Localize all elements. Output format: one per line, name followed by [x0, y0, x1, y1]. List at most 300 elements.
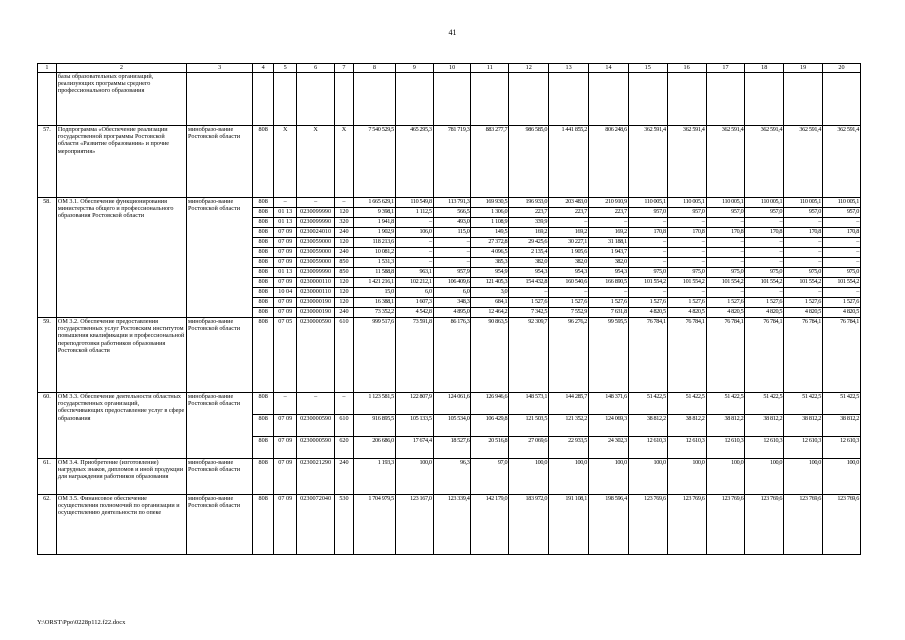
code-cell: 0230024010	[297, 228, 335, 238]
code-cell: 808	[253, 248, 274, 258]
amount-cell: 362 591,4	[784, 126, 823, 198]
header-cell: 5	[274, 64, 297, 73]
code-cell: 808	[253, 495, 274, 555]
amount-cell: 362 591,4	[667, 126, 706, 198]
amount-cell: 1 193,3	[353, 459, 395, 495]
amount-cell: 339,9	[509, 218, 549, 228]
amount-cell: 210 910,9	[589, 198, 629, 208]
row-number: 60.	[38, 393, 57, 459]
amount-cell: 29 425,6	[509, 238, 549, 248]
amount-cell: 124 061,6	[433, 393, 471, 415]
amount-cell: 1 531,3	[353, 258, 395, 268]
amount-cell: 1 108,9	[471, 218, 509, 228]
amount-cell: 465 295,3	[395, 126, 433, 198]
amount-cell: 100,0	[784, 459, 823, 495]
amount-cell: 20 516,8	[471, 437, 509, 459]
amount-cell: –	[433, 248, 471, 258]
code-cell: –	[335, 198, 354, 208]
code-cell: –	[274, 198, 297, 208]
amount-cell: 12 610,3	[784, 437, 823, 459]
amount-cell: 99 595,5	[589, 318, 629, 393]
table-row	[38, 318, 861, 393]
header-cell: 13	[549, 64, 589, 73]
code-cell: 0230099990	[297, 268, 335, 278]
code-cell: 0230099990	[297, 208, 335, 218]
amount-cell: 100,0	[589, 459, 629, 495]
executor: минобразо-вание Ростовской области	[187, 318, 253, 393]
row-number: 61.	[38, 459, 57, 495]
amount-cell: 169,2	[589, 228, 629, 238]
amount-cell: 1 527,6	[509, 298, 549, 308]
amount-cell: 203 483,0	[549, 198, 589, 208]
page-number: 41	[448, 28, 457, 37]
amount-cell: 957,0	[667, 208, 706, 218]
amount-cell: 975,0	[706, 268, 745, 278]
code-cell: 808	[253, 278, 274, 288]
amount-cell: 105 133,5	[395, 415, 433, 437]
amount-cell: –	[549, 288, 589, 298]
amount-cell: 123 769,6	[667, 495, 706, 555]
code-cell: 07 09	[274, 308, 297, 318]
amount-cell: 362 591,4	[823, 126, 861, 198]
amount-cell: 4 820,5	[823, 308, 861, 318]
amount-cell: 31 188,1	[589, 238, 629, 248]
code-cell: 610	[335, 318, 354, 393]
amount-cell: –	[823, 248, 861, 258]
code-cell: 07 09	[274, 437, 297, 459]
code-cell: 0230059000	[297, 248, 335, 258]
code-cell: 808	[253, 228, 274, 238]
amount-cell: 38 812,2	[745, 415, 784, 437]
code-cell: 07 09	[274, 459, 297, 495]
program-name: ОМ 3.5. Финансовое обеспечение осуществления полномочий по организации и осуществлению деятельности по опеке	[56, 495, 186, 555]
amount-cell: 51 422,5	[745, 393, 784, 415]
code-cell: 808	[253, 437, 274, 459]
amount-cell: 4 820,5	[745, 308, 784, 318]
code-cell: 120	[335, 208, 354, 218]
amount-cell: 101 554,2	[667, 278, 706, 288]
amount-cell: 7 342,5	[509, 308, 549, 318]
amount-cell: 493,0	[433, 218, 471, 228]
amount-cell: 206 686,0	[353, 437, 395, 459]
amount-cell: 1 943,7	[589, 248, 629, 258]
amount-cell: –	[706, 248, 745, 258]
amount-cell: 169 930,5	[471, 198, 509, 208]
amount-cell: 975,0	[823, 268, 861, 278]
amount-cell: 385,3	[471, 258, 509, 268]
amount-cell: 38 812,2	[784, 415, 823, 437]
amount-cell: 362 591,4	[628, 126, 667, 198]
amount-cell: 76 784,1	[745, 318, 784, 393]
code-cell: 01 13	[274, 268, 297, 278]
amount-cell: 100,0	[745, 459, 784, 495]
amount-cell: 100,0	[628, 459, 667, 495]
amount-cell: –	[509, 288, 549, 298]
amount-cell: 123 167,0	[395, 495, 433, 555]
amount-cell: 4 820,5	[667, 308, 706, 318]
amount-cell: 183 972,0	[509, 495, 549, 555]
header-cell: 16	[667, 64, 706, 73]
code-cell: 240	[335, 459, 354, 495]
amount-cell: –	[667, 288, 706, 298]
amount-cell: 1 527,6	[823, 298, 861, 308]
code-cell: 808	[253, 126, 274, 198]
executor: минобразо-вание Ростовской области	[187, 459, 253, 495]
amount-cell: 96,3	[433, 459, 471, 495]
amount-cell: 1 527,6	[784, 298, 823, 308]
amount-cell: 1 527,6	[549, 298, 589, 308]
amount-cell: 106 429,8	[471, 415, 509, 437]
code-cell: 808	[253, 415, 274, 437]
amount-cell: 102 212,1	[395, 278, 433, 288]
code-cell: 120	[335, 288, 354, 298]
header-cell: 6	[297, 64, 335, 73]
code-cell: –	[335, 393, 354, 415]
amount-cell: 954,3	[509, 268, 549, 278]
amount-cell: 30 227,1	[549, 238, 589, 248]
amount-cell: 106 409,6	[433, 278, 471, 288]
amount-cell: 223,7	[589, 208, 629, 218]
code-cell: 0230099990	[297, 218, 335, 228]
code-cell: 808	[253, 238, 274, 248]
footer-file-path: Y:\ORST\Ppo\0228p112.f22.docx	[37, 619, 126, 626]
amount-cell: 51 422,5	[628, 393, 667, 415]
amount-cell: 957,0	[706, 208, 745, 218]
header-cell: 19	[784, 64, 823, 73]
amount-cell: 362 591,4	[706, 126, 745, 198]
amount-cell: 101 554,2	[745, 278, 784, 288]
table-row	[38, 126, 861, 198]
amount-cell: 110 005,1	[667, 198, 706, 208]
code-cell: 808	[253, 198, 274, 208]
code-cell: 808	[253, 298, 274, 308]
amount-cell: 975,0	[784, 268, 823, 278]
program-name: ОМ 3.3. Обеспечение деятельности областных государственных организаций, обеспечивающих предоставление услуг в сфере образования	[56, 393, 186, 459]
table-row	[38, 393, 861, 415]
code-cell: 07 09	[274, 415, 297, 437]
code-cell: 07 05	[274, 318, 297, 393]
amount-cell: 1 112,5	[395, 208, 433, 218]
code-cell: 0230059000	[297, 258, 335, 268]
amount-cell: 975,0	[628, 268, 667, 278]
amount-cell: 144 285,7	[549, 393, 589, 415]
code-cell: 0230059000	[297, 238, 335, 248]
amount-cell: 382,0	[549, 258, 589, 268]
amount-cell: 121 352,2	[549, 415, 589, 437]
header-cell: 4	[253, 64, 274, 73]
code-cell: 0230021290	[297, 459, 335, 495]
amount-cell: 124 069,3	[589, 415, 629, 437]
amount-cell: 170,8	[745, 228, 784, 238]
amount-cell: 76 784,1	[706, 318, 745, 393]
amount-cell: 1 665 629,1	[353, 198, 395, 208]
amount-cell: 142 179,0	[471, 495, 509, 555]
amount-cell: 382,0	[589, 258, 629, 268]
amount-cell: 110 549,8	[395, 198, 433, 208]
amount-cell: 223,7	[509, 208, 549, 218]
amount-cell: –	[706, 258, 745, 268]
amount-cell: 22 933,5	[549, 437, 589, 459]
code-cell: 808	[253, 308, 274, 318]
amount-cell: 101 554,2	[706, 278, 745, 288]
code-cell: 07 09	[274, 248, 297, 258]
amount-cell: 170,8	[667, 228, 706, 238]
code-cell: 808	[253, 318, 274, 393]
header-cell: 10	[433, 64, 471, 73]
amount-cell: 160 540,6	[549, 278, 589, 288]
amount-cell: 110 005,1	[784, 198, 823, 208]
amount-cell: 7 631,8	[589, 308, 629, 318]
code-cell: 0230000190	[297, 298, 335, 308]
amount-cell: 12 610,3	[706, 437, 745, 459]
amount-cell: 122 807,9	[395, 393, 433, 415]
amount-cell: 6,0	[433, 288, 471, 298]
amount-cell: 51 422,5	[823, 393, 861, 415]
amount-cell: 196 933,0	[509, 198, 549, 208]
code-cell: 07 09	[274, 278, 297, 288]
amount-cell: –	[433, 238, 471, 248]
code-cell: 0230000590	[297, 415, 335, 437]
header-cell: 9	[395, 64, 433, 73]
header-cell: 17	[706, 64, 745, 73]
header-cell: 3	[187, 64, 253, 73]
executor: минобразо-вание Ростовской области	[187, 495, 253, 555]
code-cell: 120	[335, 278, 354, 288]
code-cell: 07 09	[274, 298, 297, 308]
amount-cell: 6,0	[395, 288, 433, 298]
amount-cell: 24 302,3	[589, 437, 629, 459]
code-cell: 808	[253, 258, 274, 268]
amount-cell: 38 812,2	[706, 415, 745, 437]
amount-cell: 1 902,9	[353, 228, 395, 238]
amount-cell: –	[784, 248, 823, 258]
amount-cell: 123 769,6	[745, 495, 784, 555]
code-cell: Х	[335, 126, 354, 198]
amount-cell: 12 610,3	[745, 437, 784, 459]
amount-cell: 12 610,3	[667, 437, 706, 459]
amount-cell: 73 591,8	[395, 318, 433, 393]
amount-cell: 4 542,8	[395, 308, 433, 318]
amount-cell: 1 421 216,1	[353, 278, 395, 288]
amount-cell: 97,0	[471, 459, 509, 495]
amount-cell: 27 069,6	[509, 437, 549, 459]
continuation-text: базы образовательных организаций, реализующих программы среднего профессионального образования	[56, 73, 186, 126]
amount-cell: –	[745, 258, 784, 268]
amount-cell: 100,0	[823, 459, 861, 495]
code-cell: 01 13	[274, 218, 297, 228]
code-cell: –	[297, 393, 335, 415]
header-cell: 14	[589, 64, 629, 73]
amount-cell: –	[745, 248, 784, 258]
amount-cell: 123 339,4	[433, 495, 471, 555]
amount-cell: 38 812,2	[823, 415, 861, 437]
row-number: 59.	[38, 318, 57, 393]
header-row	[38, 64, 861, 73]
amount-cell: 954,9	[471, 268, 509, 278]
amount-cell: 566,5	[433, 208, 471, 218]
amount-cell: 1 941,8	[353, 218, 395, 228]
amount-cell: 1 704 979,5	[353, 495, 395, 555]
amount-cell: 1 607,3	[395, 298, 433, 308]
code-cell: 01 13	[274, 208, 297, 218]
amount-cell: –	[667, 248, 706, 258]
amount-cell: –	[823, 238, 861, 248]
amount-cell: 16 388,1	[353, 298, 395, 308]
amount-cell: 957,9	[433, 268, 471, 278]
amount-cell: 51 422,5	[667, 393, 706, 415]
amount-cell: –	[589, 288, 629, 298]
header-cell: 12	[509, 64, 549, 73]
continuation-row	[38, 73, 861, 126]
budget-table	[37, 63, 861, 555]
amount-cell: –	[823, 258, 861, 268]
amount-cell: 957,0	[823, 208, 861, 218]
code-cell: 240	[335, 248, 354, 258]
code-cell: –	[274, 393, 297, 415]
amount-cell: 96 276,2	[549, 318, 589, 393]
amount-cell: –	[628, 218, 667, 228]
amount-cell: –	[628, 288, 667, 298]
program-name: Подпрограмма «Обеспечение реализации государственной программы Ростовской области «Развитие образования» и прочие мероприятия»	[56, 126, 186, 198]
amount-cell: –	[745, 218, 784, 228]
amount-cell: 1 905,6	[549, 248, 589, 258]
row-number: 62.	[38, 495, 57, 555]
amount-cell: –	[628, 238, 667, 248]
amount-cell: 12 610,3	[628, 437, 667, 459]
amount-cell: 86 176,3	[433, 318, 471, 393]
code-cell: 07 09	[274, 258, 297, 268]
row-number: 58.	[38, 198, 57, 318]
code-cell: 240	[335, 228, 354, 238]
amount-cell: –	[628, 248, 667, 258]
amount-cell: 1 441 855,2	[549, 126, 589, 198]
code-cell: 120	[335, 238, 354, 248]
amount-cell: 115,0	[433, 228, 471, 238]
amount-cell: 101 554,2	[784, 278, 823, 288]
amount-cell: 4 895,0	[433, 308, 471, 318]
amount-cell: 1 527,6	[745, 298, 784, 308]
amount-cell: 12 464,2	[471, 308, 509, 318]
amount-cell: 4 820,5	[706, 308, 745, 318]
amount-cell: 362 591,4	[745, 126, 784, 198]
code-cell: 10 04	[274, 288, 297, 298]
amount-cell: 1 527,6	[667, 298, 706, 308]
amount-cell: –	[549, 218, 589, 228]
amount-cell: –	[823, 288, 861, 298]
amount-cell: 76 784,1	[667, 318, 706, 393]
program-name: ОМ 3.4. Приобретение (изготовление) нагрудных знаков, дипломов и иной продукции для награждения работников образования	[56, 459, 186, 495]
code-cell: 0230000110	[297, 288, 335, 298]
code-cell: 120	[335, 298, 354, 308]
amount-cell: –	[784, 218, 823, 228]
amount-cell: 123 769,6	[784, 495, 823, 555]
code-cell: 808	[253, 393, 274, 415]
amount-cell: 126 946,6	[471, 393, 509, 415]
amount-cell: –	[706, 218, 745, 228]
amount-cell: 12 610,3	[823, 437, 861, 459]
executor: минобразо-вание Ростовской области	[187, 393, 253, 459]
amount-cell: 166 890,5	[589, 278, 629, 288]
table-row	[38, 495, 861, 555]
amount-cell: 110 005,1	[823, 198, 861, 208]
header-cell: 7	[335, 64, 354, 73]
table-row	[38, 198, 861, 208]
header-cell: 2	[56, 64, 186, 73]
amount-cell: 15,0	[353, 288, 395, 298]
amount-cell: 382,0	[509, 258, 549, 268]
code-cell: 850	[335, 268, 354, 278]
amount-cell: 10 081,2	[353, 248, 395, 258]
code-cell: 808	[253, 268, 274, 278]
amount-cell: 38 812,2	[667, 415, 706, 437]
amount-cell: –	[667, 258, 706, 268]
amount-cell: 76 784,1	[628, 318, 667, 393]
amount-cell: –	[667, 238, 706, 248]
code-cell: 07 09	[274, 495, 297, 555]
amount-cell: 148 573,1	[509, 393, 549, 415]
header-cell: 11	[471, 64, 509, 73]
amount-cell: 92 309,7	[509, 318, 549, 393]
header-cell: 18	[745, 64, 784, 73]
amount-cell: 51 422,5	[784, 393, 823, 415]
amount-cell: 121 405,3	[471, 278, 509, 288]
amount-cell: –	[784, 258, 823, 268]
executor: минобразо-вание Ростовской области	[187, 126, 253, 198]
amount-cell: 1 306,0	[471, 208, 509, 218]
program-name: ОМ 3.2. Обеспечение предоставления государственных услуг Ростовским институтом повышения квалификации и профессиональной переподготовки работников образования Ростовской области	[56, 318, 186, 393]
amount-cell: 954,3	[589, 268, 629, 278]
code-cell: 0230000590	[297, 318, 335, 393]
amount-cell: 975,0	[745, 268, 784, 278]
amount-cell: 170,8	[706, 228, 745, 238]
amount-cell: 198 596,4	[589, 495, 629, 555]
amount-cell: 4 820,5	[628, 308, 667, 318]
amount-cell: –	[745, 288, 784, 298]
amount-cell: 170,8	[784, 228, 823, 238]
amount-cell: –	[395, 248, 433, 258]
amount-cell: –	[395, 218, 433, 228]
table-row	[38, 459, 861, 495]
code-cell: 530	[335, 495, 354, 555]
amount-cell: 1 123 581,5	[353, 393, 395, 415]
amount-cell: 957,0	[784, 208, 823, 218]
amount-cell: 3,0	[471, 288, 509, 298]
amount-cell: 986 585,0	[509, 126, 549, 198]
amount-cell: –	[395, 238, 433, 248]
amount-cell: 118 213,6	[353, 238, 395, 248]
amount-cell: 1 527,6	[589, 298, 629, 308]
amount-cell: 123 769,6	[628, 495, 667, 555]
amount-cell: 121 503,5	[509, 415, 549, 437]
amount-cell: 148 371,6	[589, 393, 629, 415]
amount-cell: 154 432,8	[509, 278, 549, 288]
amount-cell: 916 895,5	[353, 415, 395, 437]
amount-cell: 348,3	[433, 298, 471, 308]
header-cell: 1	[38, 64, 57, 73]
code-cell: 850	[335, 258, 354, 268]
amount-cell: 999 517,6	[353, 318, 395, 393]
amount-cell: 110 005,1	[706, 198, 745, 208]
amount-cell: 110 005,1	[745, 198, 784, 208]
header-cell: 8	[353, 64, 395, 73]
amount-cell: 7 540 529,5	[353, 126, 395, 198]
amount-cell: 100,0	[509, 459, 549, 495]
amount-cell: 1 527,6	[706, 298, 745, 308]
amount-cell: 954,3	[549, 268, 589, 278]
code-cell: 808	[253, 459, 274, 495]
code-cell: 808	[253, 208, 274, 218]
amount-cell: –	[823, 218, 861, 228]
